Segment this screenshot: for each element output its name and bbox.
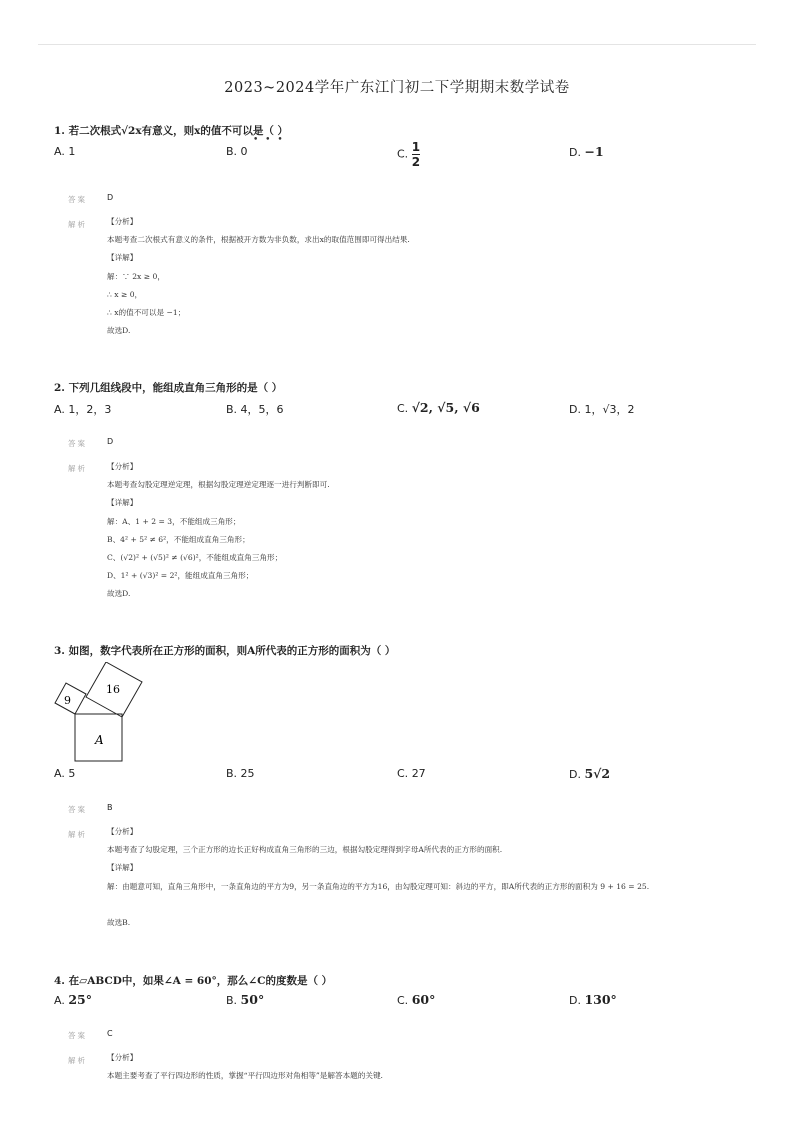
explanation-line: ∴ x ≥ 0， (107, 289, 143, 299)
question-4-explanation (107, 1049, 383, 1085)
header-rule (38, 44, 756, 45)
question-1-option-d[interactable]: D. −1 (569, 144, 604, 159)
question-4-stem: 4. 在▱ABCD中，如果∠A = 60°，那么∠C的度数是（ ） (54, 975, 333, 987)
explanation-line: 【分析】 (107, 462, 138, 471)
explanation-line: 本题考查勾股定理逆定理，根据勾股定理逆定理逐一进行判断即可. (107, 480, 330, 490)
question-1-option-a[interactable]: A. 1 (54, 145, 76, 158)
question-4-option-d[interactable]: D. 130° (569, 992, 617, 1007)
explanation-line: 本题考查二次根式有意义的条件，根据被开方数为非负数，求出x的取值范围即可得出结果. (107, 235, 410, 245)
explanation-line: 解：∵ 2x ≥ 0， (107, 271, 165, 281)
explanation-line: 【详解】 (107, 863, 138, 873)
question-3-stem: 3. 如图，数字代表所在正方形的面积，则A所代表的正方形的面积为（ ） (54, 645, 396, 657)
explanation-line: D、1² + (√3)² = 2²，能组成直角三角形； (107, 571, 254, 581)
answer-label: 答案 (68, 439, 87, 448)
explanation-line: 故选B. (107, 917, 131, 927)
answer-label: 答案 (68, 805, 87, 814)
question-2-stem: 2. 下列几组线段中，能组成直角三角形的是（ ） (54, 382, 283, 394)
explanation-line: 解：由题意可知，直角三角形中，一条直角边的平方为9，另一条直角边的平方为16，由勾股定理可知：斜边的平方，即A所代表的正方形的面积为 9 + 16 = 25. (107, 881, 650, 891)
square-9-label: 9 (64, 694, 71, 707)
explanation-line: C、(√2)² + (√5)² ≠ (√6)²，不能组成直角三角形； (107, 552, 283, 562)
explanation-line: ∴ x的值不可以是 −1； (107, 307, 186, 317)
explanation-line: 【分析】 (107, 827, 138, 836)
analysis-label: 解析 (68, 464, 87, 473)
question-2-answer: D (107, 437, 114, 446)
explanation-line: 解：A、1 + 2 = 3，不能组成三角形； (107, 516, 241, 526)
question-4-answer: C (107, 1029, 113, 1038)
question-1-option-c[interactable]: C. $\frac{1}{2}$ (397, 140, 421, 169)
answer-label: 答案 (68, 195, 87, 204)
explanation-line: B、4² + 5² ≠ 6²，不能组成直角三角形； (107, 534, 250, 544)
square-16-label: 16 (106, 683, 120, 696)
pythagoras-squares-figure (50, 662, 150, 766)
explanation-line: 故选D. (107, 589, 131, 599)
question-3-option-b[interactable]: B. 25 (226, 767, 255, 780)
question-1-option-b[interactable]: B. 0 (226, 145, 248, 158)
question-2-option-b[interactable]: B. 4，5，6 (226, 403, 284, 416)
question-3-explanation (107, 823, 727, 932)
question-4-option-a[interactable]: A. 25° (54, 992, 92, 1007)
question-2-explanation (107, 458, 330, 604)
question-2-option-c[interactable]: C. √2, √5, √6 (397, 400, 480, 415)
explanation-line: 故选D. (107, 326, 131, 336)
analysis-label: 解析 (68, 220, 87, 229)
question-2-option-a[interactable]: A. 1，2，3 (54, 403, 112, 416)
fraction: $\frac{1}{2}$ (411, 140, 421, 169)
explanation-line: 本题主要考查了平行四边形的性质，掌握“平行四边形对角相等”是解答本题的关键. (107, 1071, 383, 1081)
emphasis-dots: • • • (253, 135, 285, 145)
explanation-line: 【详解】 (107, 498, 138, 508)
question-3-option-c[interactable]: C. 27 (397, 767, 426, 780)
question-3-option-a[interactable]: A. 5 (54, 767, 76, 780)
explanation-line: 【详解】 (107, 253, 138, 263)
explanation-line: 本题考查了勾股定理，三个正方形的边长正好构成直角三角形的三边，根据勾股定理得到字母A所代表的正方形的面积. (107, 845, 503, 855)
question-2-option-d[interactable]: D. 1，√3，2 (569, 403, 635, 416)
page-title: 2023~2024学年广东江门初二下学期期末数学试卷 (224, 80, 570, 96)
square-a-label: A (95, 733, 104, 747)
analysis-label: 解析 (68, 830, 87, 839)
analysis-label: 解析 (68, 1056, 87, 1065)
question-3-answer: B (107, 803, 113, 812)
question-1-answer: D (107, 193, 114, 202)
question-4-option-b[interactable]: B. 50° (226, 992, 265, 1007)
question-1-explanation (107, 213, 410, 340)
explanation-line: 【分析】 (107, 217, 138, 226)
question-3-option-d[interactable]: D. 5√2 (569, 766, 611, 781)
answer-label: 答案 (68, 1031, 87, 1040)
question-1-stem: 1. 若二次根式√2x有意义，则x的值不可以是（ ） (54, 125, 288, 137)
explanation-line: 【分析】 (107, 1053, 138, 1062)
question-4-option-c[interactable]: C. 60° (397, 992, 436, 1007)
